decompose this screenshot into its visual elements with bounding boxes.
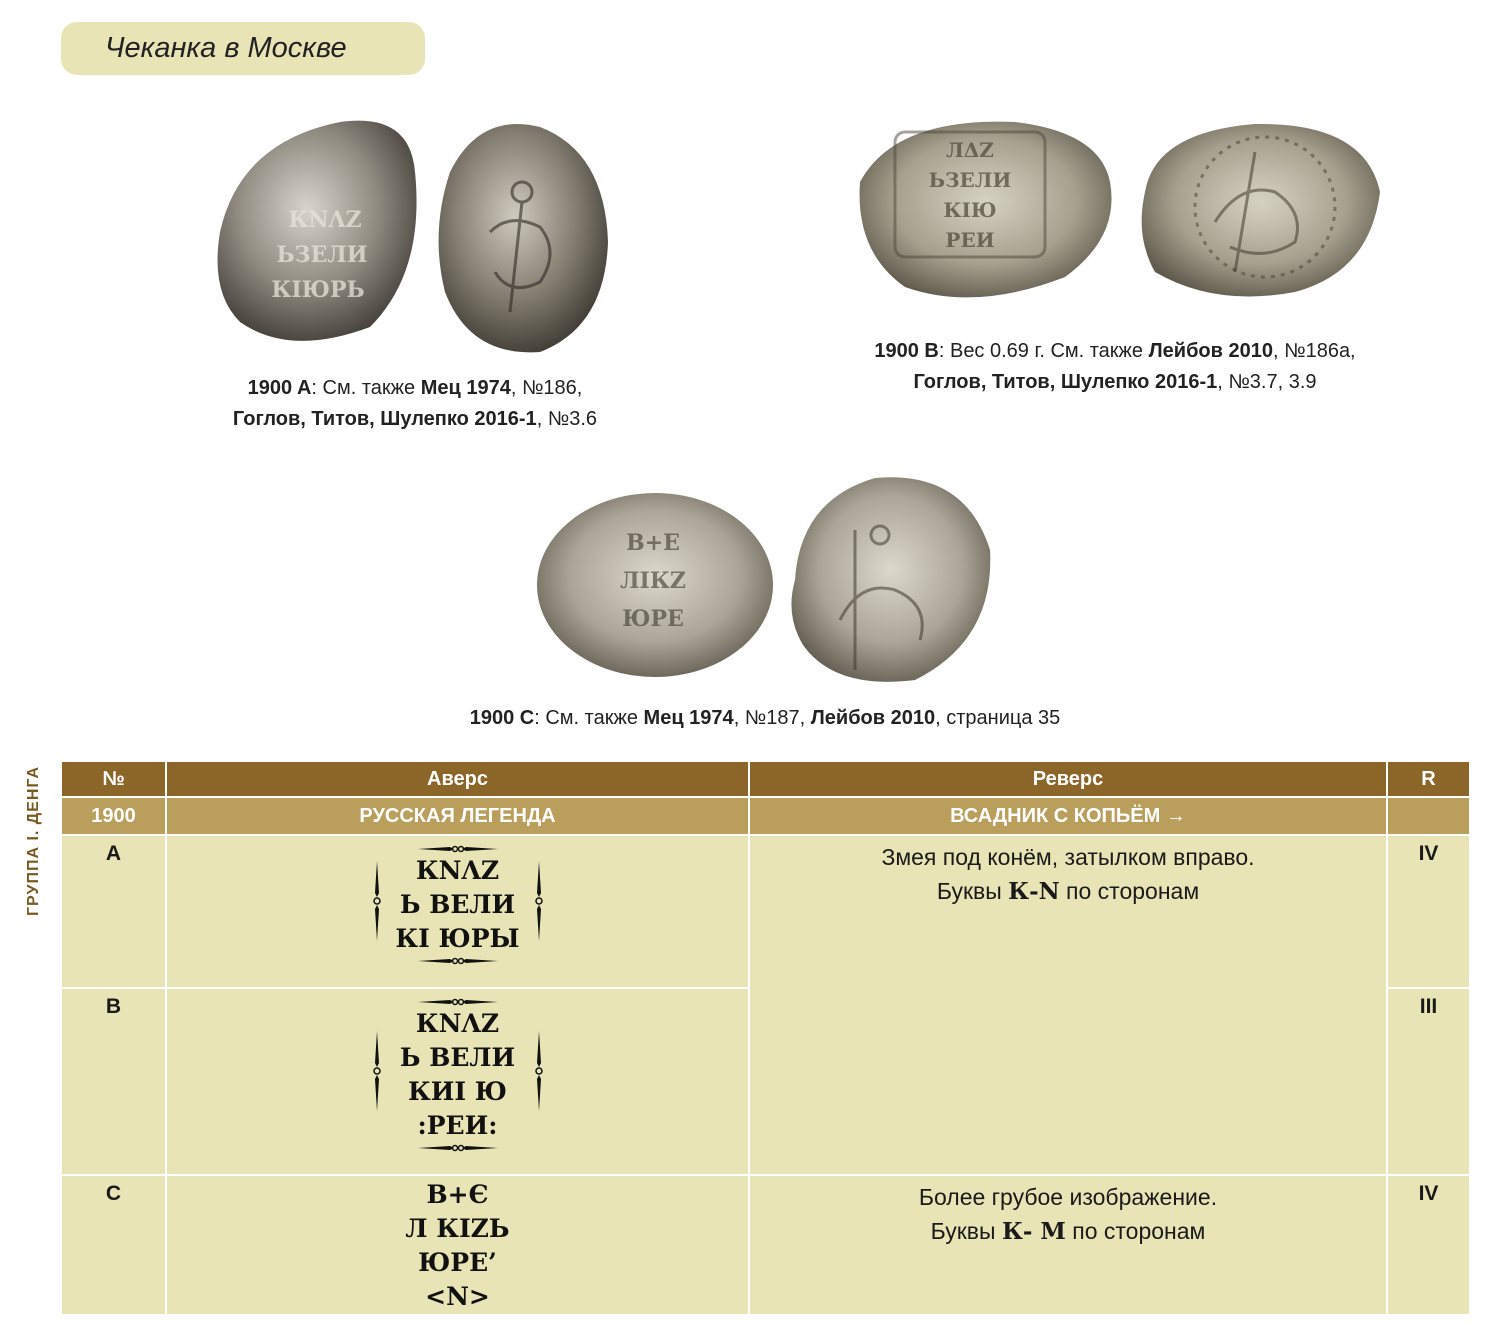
legend-line: Ь ВЕЛИ [399, 1043, 516, 1072]
coin-c-obv-line1: В+Е [626, 530, 680, 556]
row-rarity: IV [1387, 835, 1470, 988]
caption-1900b-line2: Гоглов, Титов, Шулепко 2016-1, №3.7, 3.9 [913, 371, 1317, 393]
caption-1900c-line1: 1900 C: См. также Мец 1974, №187, Лейбов 2010, страница 35 [469, 707, 1061, 729]
header-reverse: Реверс [749, 761, 1387, 797]
legend-line: Л КIZЬ [405, 1214, 510, 1243]
caption-1900b-line1: 1900 B: Вес 0.69 г. См. также Лейбов 2010, №186а, [874, 340, 1356, 362]
caption-1900a [190, 373, 640, 435]
row-num: C [61, 1175, 166, 1315]
section-title: Чеканка в Москве [105, 32, 347, 64]
obverse-legend-cell [166, 1175, 749, 1315]
row-num: A [61, 835, 166, 988]
legend-line: Ь ВЕЛИ [399, 890, 516, 919]
coin-a-reverse [439, 124, 608, 352]
ornament-bottom-icon [418, 956, 498, 966]
obverse-legend-cell [166, 835, 749, 988]
ornament-right-icon [534, 861, 544, 941]
coin-b-obv-line4: РЕИ [945, 228, 995, 252]
obverse-legend-cell [166, 988, 749, 1175]
header-obverse: Аверс [166, 761, 749, 797]
type-rarity [1387, 797, 1470, 835]
coin-c-obv-line3: ЮРЕ [622, 606, 684, 632]
caption-1900c [380, 703, 1150, 734]
legend-line: :РЕИ: [417, 1111, 498, 1140]
coin-b-reverse [1142, 124, 1380, 297]
legend-line: КNΛZ [415, 856, 500, 885]
catalog-table [60, 760, 1471, 1316]
coin-b-obv-line3: КIЮ [943, 198, 997, 222]
coin-a-obv-line1: КNΛZ [288, 207, 362, 233]
legend-line: КNΛZ [415, 1009, 500, 1038]
caption-1900b [825, 336, 1405, 398]
coin-b-obv-line1: ЛΔΖ [946, 138, 994, 162]
table-row [61, 835, 1470, 988]
table-header-row [61, 761, 1470, 797]
table-row [61, 1175, 1470, 1315]
coin-c-reverse [791, 477, 990, 682]
coin-b-obv-line2: ЬЗЕЛИ [928, 168, 1012, 192]
row-num: B [61, 988, 166, 1175]
reverse-line1: Змея под конём, затылком вправо. [881, 844, 1255, 870]
ornament-bottom-icon [418, 1143, 498, 1153]
type-num: 1900 [61, 797, 166, 835]
caption-1900a-line2: Гоглов, Титов, Шулепко 2016-1, №3.6 [232, 408, 598, 430]
ornament-top-icon [418, 844, 498, 854]
coin-c-obv-line2: ЛIКZ [620, 568, 686, 594]
type-obverse: РУССКАЯ ЛЕГЕНДА [166, 797, 749, 835]
legend-line: КI ЮРЫ [395, 924, 520, 953]
reverse-description-cell [749, 835, 1387, 1175]
ornament-left-icon [372, 861, 382, 941]
reverse-line2: Буквы К- М по сторонам [930, 1218, 1206, 1245]
coin-photo-1900a [210, 112, 610, 357]
type-reverse: ВСАДНИК С КОПЬЁМ → [749, 797, 1387, 835]
group-side-label: ГРУППА I. ДЕНГА [25, 765, 42, 917]
row-rarity: III [1387, 988, 1470, 1175]
coin-a-obv-line3: КIЮРЬ [271, 277, 365, 303]
ornament-left-icon [372, 1031, 382, 1111]
coin-photo-1900c [535, 470, 995, 690]
reverse-line1: Более грубое изображение. [918, 1184, 1218, 1210]
ornament-top-icon [418, 997, 498, 1007]
table-type-row [61, 797, 1470, 835]
obverse-legend [378, 989, 538, 1153]
row-rarity: IV [1387, 1175, 1470, 1315]
ornament-right-icon [534, 1031, 544, 1111]
reverse-line2: Буквы К-N по сторонам [936, 878, 1200, 905]
reverse-description-cell [749, 1175, 1387, 1315]
coin-photo-1900b [855, 112, 1385, 307]
legend-line: КИI Ю [408, 1077, 507, 1106]
header-rarity: R [1387, 761, 1470, 797]
section-header-tab [61, 22, 425, 75]
obverse-legend [378, 1176, 538, 1314]
legend-line: В+Є [426, 1180, 489, 1209]
legend-line: <N> [425, 1282, 490, 1311]
obverse-legend [378, 836, 538, 966]
header-num: № [61, 761, 166, 797]
caption-1900a-line1: 1900 A: См. также Мец 1974, №186, [247, 377, 583, 399]
coin-a-obv-line2: ЬЗЕЛИ [276, 242, 368, 268]
legend-line: ЮРЕ’ [418, 1248, 497, 1277]
